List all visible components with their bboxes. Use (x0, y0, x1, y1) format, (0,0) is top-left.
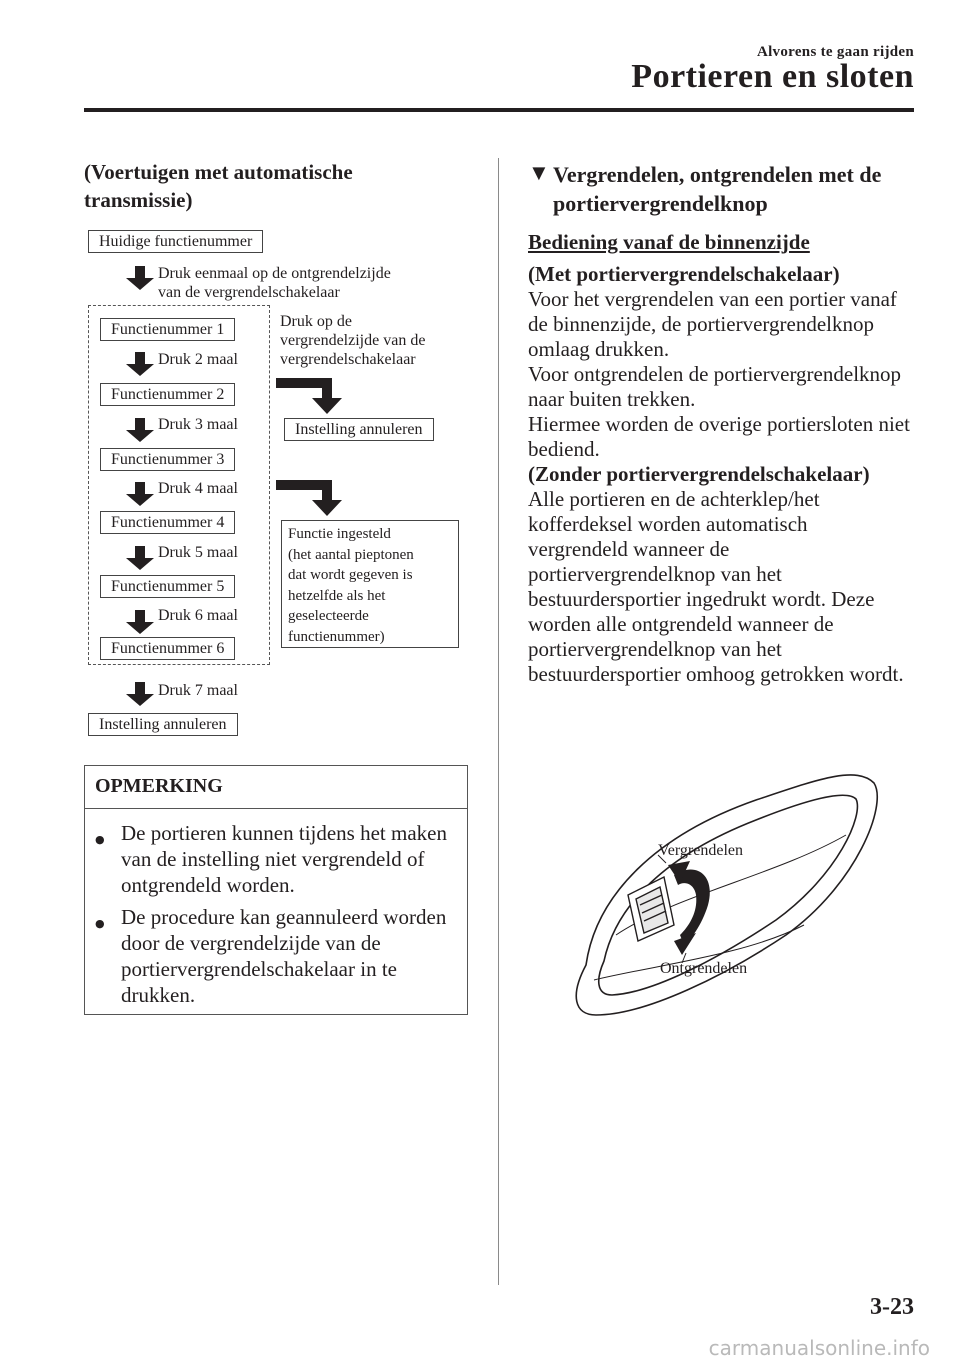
note-divider (85, 808, 467, 809)
press-lock-note: Druk op de vergrendelzijde van de vergrendelschakelaar (280, 313, 426, 368)
down-arrow-icon (124, 266, 156, 290)
note-box (84, 765, 468, 1015)
door-lock-knob-illustration (556, 765, 886, 1027)
paragraph: Hiermee worden de overige portiersloten niet bediend. (528, 412, 910, 461)
paragraph: Alle portieren en de achterklep/het kofferdeksel worden automatisch vergrendeld wanneer de portiervergrendelknop van het bestuurdersportier ingedrukt wordt. Deze worden alle ontgrendeld wanneer de portiervergrendelknop van het bestuurdersportier omhoog getrokken wordt. (528, 487, 904, 686)
note-title: OPMERKING (95, 775, 223, 797)
down-arrow-icon (124, 546, 156, 570)
function-box-6: Functienummer 6 (100, 637, 235, 660)
function-box-1: Functienummer 1 (100, 318, 235, 341)
section-label: Alvorens te gaan rijden (756, 44, 914, 60)
lock-label: Vergrendelen (658, 842, 743, 859)
function-box-4: Functienummer 4 (100, 511, 235, 534)
bullet-icon: ● (95, 917, 105, 930)
function-box-3: Functienummer 3 (100, 448, 235, 471)
page-title: Portieren en sloten (631, 58, 914, 95)
header-rule (84, 108, 914, 112)
bent-arrow-icon (276, 480, 356, 516)
paragraph: Voor ontgrendelen de portiervergrendelknop naar buiten trekken. (528, 362, 902, 411)
paragraph: (Met portiervergrendelschakelaar) (528, 262, 840, 286)
function-box-2: Functienummer 2 (100, 383, 235, 406)
paragraph: (Zonder portiervergrendelschakelaar) (528, 462, 870, 486)
paragraph: Voor het vergrendelen van een portier vanaf de binnenzijde, de portiervergrendelknop omlaag drukken. (528, 287, 897, 361)
body-text (528, 262, 910, 687)
cancel-box-right: Instelling annuleren (284, 418, 434, 441)
press-note-5: Druk 5 maal (158, 544, 238, 561)
left-heading: (Voertuigen met automatische transmissie) (84, 160, 353, 212)
function-box-5: Functienummer 5 (100, 575, 235, 598)
function-set-box: Functie ingesteld (het aantal pieptonen dat wordt gegeven is hetzelfde als het geselecteerde functienummer) (281, 520, 459, 648)
down-arrow-icon (124, 682, 156, 706)
down-arrow-icon (124, 352, 156, 376)
note-item-text: De portieren kunnen tijdens het maken van de instelling niet vergrendeld of ontgrendeld worden. (121, 821, 447, 897)
press-note-3: Druk 3 maal (158, 416, 238, 433)
watermark: carmanualsonline.info (708, 1336, 930, 1360)
press-note-6: Druk 6 maal (158, 607, 238, 624)
page-number: 3-23 (870, 1294, 914, 1320)
current-function-box: Huidige functienummer (88, 230, 263, 253)
press-note-7: Druk 7 maal (158, 682, 238, 699)
cancel-box-bottom: Instelling annuleren (88, 713, 238, 736)
down-arrow-icon (124, 482, 156, 506)
bullet-icon: ● (95, 833, 105, 846)
subheading: Bediening vanaf de binnenzijde (528, 230, 810, 254)
right-heading: Vergrendelen, ontgrendelen met de portiervergrendelknop (553, 162, 882, 216)
press-once-note: Druk eenmaal op de ontgrendelzijde van de vergrendelschakelaar (158, 265, 391, 301)
column-divider (498, 158, 499, 1285)
down-arrow-icon (124, 610, 156, 634)
triangle-icon: ▼ (528, 160, 550, 185)
press-note-2: Druk 2 maal (158, 351, 238, 368)
unlock-label: Ontgrendelen (660, 960, 748, 977)
press-note-4: Druk 4 maal (158, 480, 238, 497)
bent-arrow-icon (276, 378, 356, 414)
down-arrow-icon (124, 418, 156, 442)
note-item-text: De procedure kan geannuleerd worden door de vergrendelzijde van de portiervergrendelschakelaar in te drukken. (121, 905, 447, 1007)
